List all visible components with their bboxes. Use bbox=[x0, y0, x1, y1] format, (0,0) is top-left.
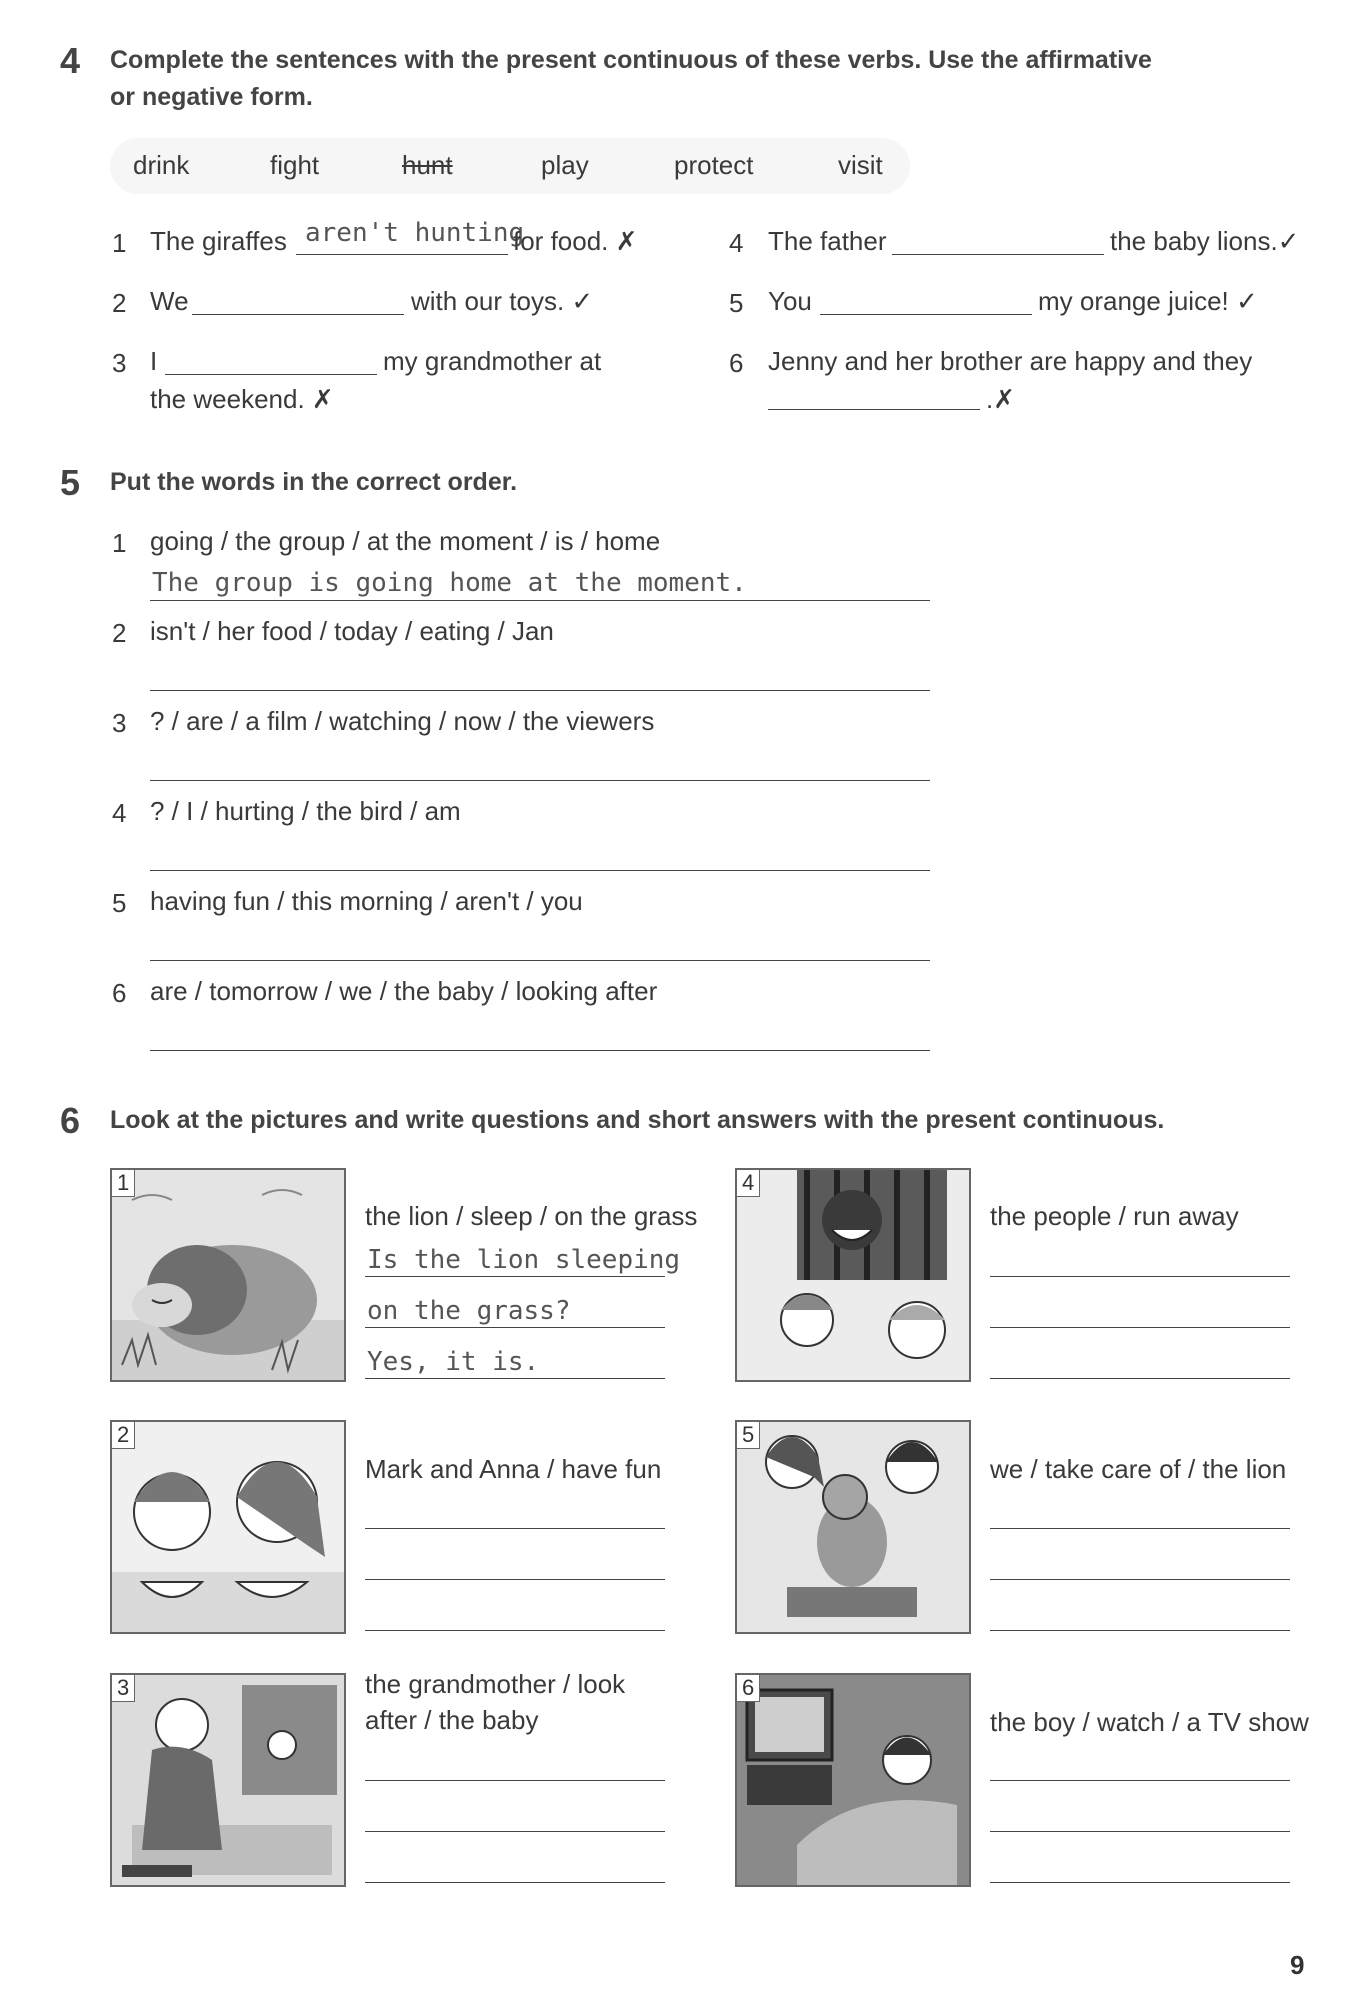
word-hunt-crossed-out: hunt bbox=[402, 150, 453, 180]
exercise-5-instruction: Put the words in the correct order. bbox=[110, 468, 518, 496]
ex6-item1-line3 bbox=[365, 1378, 665, 1379]
ex5-item5-answer-line[interactable] bbox=[150, 960, 930, 961]
ex5-item1-prompt: going / the group / at the moment / is / home bbox=[150, 526, 661, 556]
ex4-item1-text-after: for food. ✗ bbox=[513, 226, 638, 256]
ex5-item-number: 2 bbox=[112, 618, 127, 648]
word-fight: fight bbox=[270, 150, 320, 180]
page-number: 9 bbox=[1290, 1950, 1305, 1980]
picture-3-grandmother-baby bbox=[110, 1673, 346, 1887]
ex6-item5-line2[interactable] bbox=[990, 1579, 1290, 1580]
ex4-item3-text-after: my grandmother at bbox=[383, 346, 602, 376]
ex4-item3-answer-line[interactable] bbox=[165, 374, 377, 375]
ex4-item-number: 1 bbox=[112, 228, 127, 258]
ex6-item5-prompt: we / take care of / the lion bbox=[990, 1454, 1287, 1484]
ex6-item3-prompt: the grandmother / look bbox=[365, 1669, 626, 1699]
ex5-item1-answer-line bbox=[150, 600, 930, 601]
ex4-item6-text-after: .✗ bbox=[986, 384, 1016, 414]
picture-6-boy-watching-tv bbox=[735, 1673, 971, 1887]
ex6-item3-line3[interactable] bbox=[365, 1882, 665, 1883]
picture-number: 2 bbox=[112, 1422, 135, 1449]
picture-number: 1 bbox=[112, 1170, 135, 1197]
ex6-item1-answer-line3: Yes, it is. bbox=[367, 1347, 540, 1377]
lion-illustration bbox=[112, 1170, 344, 1380]
exercise-4-instruction-line1: Complete the sentences with the present continuous of these verbs. Use the affirmative bbox=[110, 46, 1152, 74]
ex4-item6-answer-line[interactable] bbox=[768, 409, 980, 410]
ex4-item1-text-before: The giraffes bbox=[150, 226, 287, 256]
ex6-item6-line2[interactable] bbox=[990, 1831, 1290, 1832]
exercise-6-instruction: Look at the pictures and write questions and short answers with the present continuous. bbox=[110, 1106, 1165, 1134]
ex6-item1-line1 bbox=[365, 1276, 665, 1277]
ex4-item5-text-after: my orange juice! ✓ bbox=[1038, 286, 1258, 316]
picture-5-vets-lion-cub bbox=[735, 1420, 971, 1634]
ex4-item5-answer-line[interactable] bbox=[820, 314, 1032, 315]
word-box bbox=[110, 138, 910, 194]
picture-number: 5 bbox=[737, 1422, 760, 1449]
ex4-item-number: 3 bbox=[112, 348, 127, 378]
ex5-item1-answer: The group is going home at the moment. bbox=[152, 568, 747, 598]
ex6-item1-line2 bbox=[365, 1327, 665, 1328]
ex6-item1-answer-line2: on the grass? bbox=[367, 1296, 571, 1326]
ex5-item3-answer-line[interactable] bbox=[150, 780, 930, 781]
vets-illustration bbox=[737, 1422, 969, 1632]
ex4-item-number: 6 bbox=[729, 348, 744, 378]
ex5-item5-prompt: having fun / this morning / aren't / you bbox=[150, 886, 583, 916]
exercise-4-number: 4 bbox=[60, 40, 81, 81]
exercise-6-number: 6 bbox=[60, 1100, 81, 1141]
ex6-item2-line1[interactable] bbox=[365, 1528, 665, 1529]
picture-2-children-eating bbox=[110, 1420, 346, 1634]
ex5-item3-prompt: ? / are / a film / watching / now / the viewers bbox=[150, 706, 655, 736]
ex6-item3-line1[interactable] bbox=[365, 1780, 665, 1781]
ex6-item2-prompt: Mark and Anna / have fun bbox=[365, 1454, 662, 1484]
check-mark: ✓ bbox=[1236, 286, 1258, 316]
ex4-item3-text-before: I bbox=[150, 346, 158, 376]
ex5-item6-prompt: are / tomorrow / we / the baby / looking after bbox=[150, 976, 658, 1006]
ex5-item2-prompt: isn't / her food / today / eating / Jan bbox=[150, 616, 554, 646]
ex6-item3-line2[interactable] bbox=[365, 1831, 665, 1832]
ex6-item3-prompt-line2: after / the baby bbox=[365, 1705, 539, 1735]
ex5-item2-answer-line[interactable] bbox=[150, 690, 930, 691]
word-play: play bbox=[541, 150, 589, 180]
exercise-5-number: 5 bbox=[60, 462, 81, 503]
ex4-item2-text-after: with our toys. ✓ bbox=[411, 286, 594, 316]
ex6-item4-line1[interactable] bbox=[990, 1276, 1290, 1277]
picture-1-sleeping-lion bbox=[110, 1168, 346, 1382]
ex4-item-number: 4 bbox=[729, 228, 744, 258]
ex6-item5-line1[interactable] bbox=[990, 1528, 1290, 1529]
ex6-item1-prompt: the lion / sleep / on the grass bbox=[365, 1201, 698, 1231]
tv-illustration bbox=[737, 1675, 969, 1885]
ex6-item5-line3[interactable] bbox=[990, 1630, 1290, 1631]
ex5-item-number: 1 bbox=[112, 528, 127, 558]
ex6-item4-line3[interactable] bbox=[990, 1378, 1290, 1379]
ex6-item4-line2[interactable] bbox=[990, 1327, 1290, 1328]
ex4-item1-answer-line bbox=[296, 254, 508, 255]
ex5-item4-answer-line[interactable] bbox=[150, 870, 930, 871]
ex5-item-number: 4 bbox=[112, 798, 127, 828]
ex6-item2-line3[interactable] bbox=[365, 1630, 665, 1631]
picture-number: 6 bbox=[737, 1675, 760, 1702]
ex4-item4-answer-line[interactable] bbox=[892, 254, 1104, 255]
ex4-item5-text-before: You bbox=[768, 286, 812, 316]
ex5-item-number: 6 bbox=[112, 978, 127, 1008]
exercise-4-instruction-line2: or negative form. bbox=[110, 83, 313, 111]
ex6-item6-line1[interactable] bbox=[990, 1780, 1290, 1781]
word-protect: protect bbox=[674, 150, 754, 180]
cross-mark: ✗ bbox=[993, 384, 1016, 414]
cross-mark: ✗ bbox=[615, 226, 638, 256]
picture-number: 4 bbox=[737, 1170, 760, 1197]
ex4-item3-text-line2: the weekend. ✗ bbox=[150, 384, 334, 414]
gorilla-illustration bbox=[737, 1170, 969, 1380]
ex4-item2-text-before: We bbox=[150, 286, 189, 316]
picture-4-gorilla-escape bbox=[735, 1168, 971, 1382]
ex6-item6-line3[interactable] bbox=[990, 1882, 1290, 1883]
ex5-item-number: 5 bbox=[112, 888, 127, 918]
ex4-item4-text-before: The father bbox=[768, 226, 887, 256]
grandmother-illustration bbox=[112, 1675, 344, 1885]
ex5-item-number: 3 bbox=[112, 708, 127, 738]
picture-number: 3 bbox=[112, 1675, 135, 1702]
ex6-item2-line2[interactable] bbox=[365, 1579, 665, 1580]
ex5-item6-answer-line[interactable] bbox=[150, 1050, 930, 1051]
ex4-item-number: 2 bbox=[112, 288, 127, 318]
word-visit: visit bbox=[838, 150, 883, 180]
ex4-item4-text-after: the baby lions.✓ bbox=[1110, 226, 1300, 256]
ex6-item6-prompt: the boy / watch / a TV show bbox=[990, 1707, 1309, 1737]
ex6-item1-answer-line1: Is the lion sleeping bbox=[367, 1245, 681, 1275]
children-illustration bbox=[112, 1422, 344, 1632]
word-drink: drink bbox=[133, 150, 190, 180]
ex4-item2-answer-line[interactable] bbox=[192, 314, 404, 315]
ex5-item4-prompt: ? / I / hurting / the bird / am bbox=[150, 796, 461, 826]
ex4-item-number: 5 bbox=[729, 288, 744, 318]
cross-mark: ✗ bbox=[311, 384, 334, 414]
ex6-item4-prompt: the people / run away bbox=[990, 1201, 1239, 1231]
check-mark: ✓ bbox=[1277, 226, 1300, 256]
ex4-item6-text-before: Jenny and her brother are happy and they bbox=[768, 346, 1253, 376]
check-mark: ✓ bbox=[571, 286, 594, 316]
ex4-item1-answer: aren't hunting bbox=[305, 218, 525, 248]
